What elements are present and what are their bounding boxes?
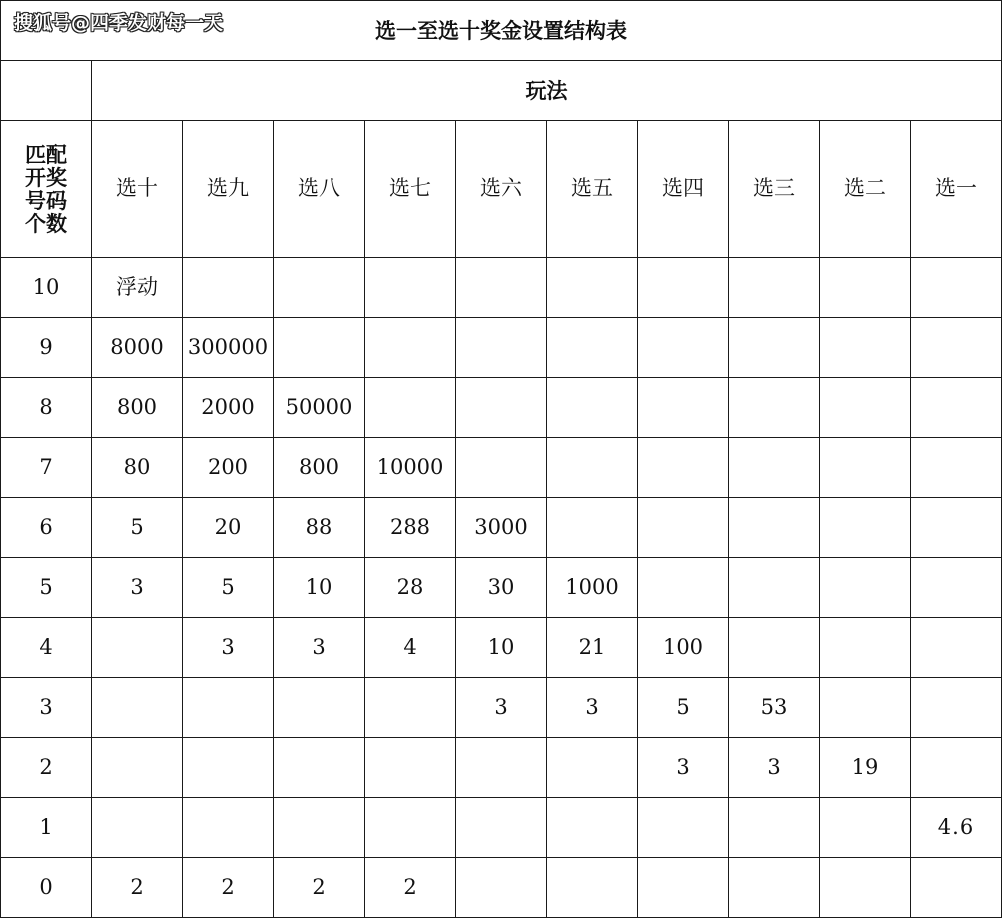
prize-cell: [456, 798, 547, 858]
prize-cell: [92, 798, 183, 858]
table-row: [1, 378, 1002, 438]
prize-cell: [547, 498, 638, 558]
prize-cell: [274, 738, 365, 798]
prize-cell: [729, 378, 820, 438]
prize-cell: 200: [183, 438, 274, 498]
play-type-row: [1, 61, 1002, 121]
prize-cell: [547, 318, 638, 378]
match-count-header: [1, 121, 92, 258]
prize-cell: [911, 678, 1002, 738]
prize-cell: 3: [274, 618, 365, 678]
prize-cell: 3: [547, 678, 638, 738]
prize-cell: [456, 438, 547, 498]
table-row: [1, 678, 1002, 738]
prize-cell: [183, 738, 274, 798]
match-count-cell: 5: [1, 558, 92, 618]
prize-cell: [911, 858, 1002, 918]
prize-cell: 3: [638, 738, 729, 798]
prize-cell: 2: [365, 858, 456, 918]
prize-cell: 2000: [183, 378, 274, 438]
table-row: [1, 318, 1002, 378]
prize-cell: [638, 858, 729, 918]
prize-cell: [547, 738, 638, 798]
match-header-line: 号码: [25, 188, 67, 213]
prize-cell: [729, 258, 820, 318]
prize-cell: 2: [183, 858, 274, 918]
prize-cell: [638, 558, 729, 618]
prize-cell: [183, 798, 274, 858]
prize-cell: [820, 438, 911, 498]
prize-cell: 2: [92, 858, 183, 918]
prize-cell: [365, 258, 456, 318]
prize-cell: [547, 438, 638, 498]
prize-cell: 50000: [274, 378, 365, 438]
prize-cell: [365, 798, 456, 858]
column-header: 选二: [820, 121, 911, 258]
corner-cell: [1, 61, 92, 121]
prize-cell: [638, 438, 729, 498]
column-header: 选七: [365, 121, 456, 258]
prize-cell: [820, 318, 911, 378]
prize-cell: [456, 378, 547, 438]
prize-cell: [183, 258, 274, 318]
match-count-cell: 9: [1, 318, 92, 378]
prize-cell: [729, 438, 820, 498]
prize-cell: [911, 738, 1002, 798]
prize-cell: [365, 678, 456, 738]
prize-cell: [365, 738, 456, 798]
prize-cell: [638, 498, 729, 558]
table-row: [1, 558, 1002, 618]
prize-cell: [547, 258, 638, 318]
prize-cell: [547, 378, 638, 438]
play-type-header: 玩法: [92, 61, 1002, 121]
prize-cell: 300000: [183, 318, 274, 378]
prize-cell: [183, 678, 274, 738]
prize-cell: 21: [547, 618, 638, 678]
match-header-line: 开奖: [25, 164, 67, 190]
prize-cell: [456, 258, 547, 318]
prize-cell: [365, 318, 456, 378]
prize-cell: [729, 558, 820, 618]
prize-cell: 5: [183, 558, 274, 618]
prize-cell: [92, 678, 183, 738]
match-count-cell: 8: [1, 378, 92, 438]
prize-cell: [456, 858, 547, 918]
column-header: 选六: [456, 121, 547, 258]
prize-cell: [456, 738, 547, 798]
prize-cell: [820, 558, 911, 618]
prize-cell: 80: [92, 438, 183, 498]
prize-cell: 8000: [92, 318, 183, 378]
match-count-cell: 4: [1, 618, 92, 678]
prize-cell: [911, 258, 1002, 318]
table-row: [1, 258, 1002, 318]
prize-cell: 3: [729, 738, 820, 798]
prize-cell: 3: [92, 558, 183, 618]
prize-cell: [911, 318, 1002, 378]
prize-cell: [274, 318, 365, 378]
table-row: [1, 498, 1002, 558]
prize-cell: 2: [274, 858, 365, 918]
prize-cell: 53: [729, 678, 820, 738]
prize-cell: [729, 858, 820, 918]
prize-cell: 100: [638, 618, 729, 678]
prize-cell: 5: [92, 498, 183, 558]
prize-cell: [547, 798, 638, 858]
prize-cell: [911, 618, 1002, 678]
column-header: 选三: [729, 121, 820, 258]
prize-cell: [820, 678, 911, 738]
table-row: [1, 438, 1002, 498]
column-header: 选八: [274, 121, 365, 258]
table-row: [1, 738, 1002, 798]
prize-cell: 88: [274, 498, 365, 558]
table-row: [1, 618, 1002, 678]
prize-cell: [820, 618, 911, 678]
prize-cell: [274, 258, 365, 318]
prize-cell: 28: [365, 558, 456, 618]
prize-cell: [820, 498, 911, 558]
prize-cell: [911, 438, 1002, 498]
match-count-cell: 1: [1, 798, 92, 858]
prize-cell: 800: [92, 378, 183, 438]
prize-cell: 1000: [547, 558, 638, 618]
prize-cell: [911, 378, 1002, 438]
prize-cell: 4: [365, 618, 456, 678]
table-row: [1, 858, 1002, 918]
prize-cell: [92, 618, 183, 678]
match-count-cell: 0: [1, 858, 92, 918]
column-header: 选十: [92, 121, 183, 258]
match-count-cell: 7: [1, 438, 92, 498]
prize-cell: [638, 318, 729, 378]
column-header: 选一: [911, 121, 1002, 258]
prize-cell: 19: [820, 738, 911, 798]
match-count-cell: 10: [1, 258, 92, 318]
prize-cell: 800: [274, 438, 365, 498]
prize-cell: [365, 378, 456, 438]
prize-cell: [729, 498, 820, 558]
prize-cell: 288: [365, 498, 456, 558]
match-count-cell: 2: [1, 738, 92, 798]
table-title: 选一至选十奖金设置结构表: [1, 1, 1002, 61]
match-count-cell: 3: [1, 678, 92, 738]
prize-cell: [638, 798, 729, 858]
column-header-row: [1, 121, 1002, 258]
prize-cell: [911, 498, 1002, 558]
prize-cell: 3000: [456, 498, 547, 558]
column-header: 选五: [547, 121, 638, 258]
prize-cell: [274, 678, 365, 738]
prize-cell: 20: [183, 498, 274, 558]
match-header-line: 匹配: [25, 141, 67, 167]
prize-cell: 10: [274, 558, 365, 618]
prize-cell: 3: [456, 678, 547, 738]
column-header: 选四: [638, 121, 729, 258]
prize-cell: 3: [183, 618, 274, 678]
prize-cell: [547, 858, 638, 918]
prize-cell: [820, 378, 911, 438]
prize-cell: [638, 258, 729, 318]
prize-cell: [820, 258, 911, 318]
prize-cell: 浮动: [92, 258, 183, 318]
column-header: 选九: [183, 121, 274, 258]
prize-cell: [729, 798, 820, 858]
prize-cell: [729, 618, 820, 678]
match-header-line: 个数: [25, 211, 67, 237]
prize-cell: 4.6: [911, 798, 1002, 858]
prize-cell: [638, 378, 729, 438]
prize-cell: [456, 318, 547, 378]
prize-cell: [729, 318, 820, 378]
prize-cell: 10000: [365, 438, 456, 498]
prize-cell: 5: [638, 678, 729, 738]
table-row: [1, 798, 1002, 858]
watermark-text: 搜狐号@四季发财每一天: [14, 12, 224, 34]
match-count-cell: 6: [1, 498, 92, 558]
prize-cell: 10: [456, 618, 547, 678]
prize-cell: [820, 858, 911, 918]
prize-cell: 30: [456, 558, 547, 618]
prize-cell: [911, 558, 1002, 618]
prize-cell: [820, 798, 911, 858]
prize-cell: [274, 798, 365, 858]
prize-cell: [92, 738, 183, 798]
